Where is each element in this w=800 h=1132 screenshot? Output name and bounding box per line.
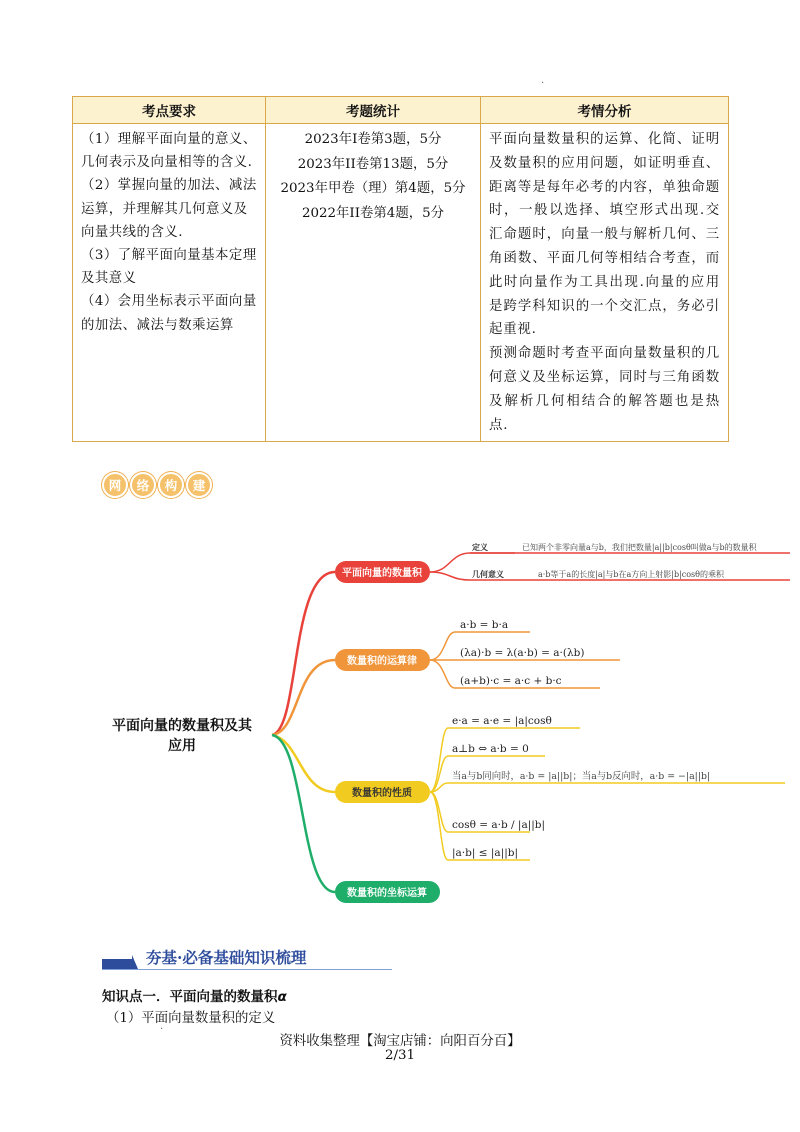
geometric-meaning-text: a·b等于a的长度|a|与b在a方向上射影|b|cosθ的乘积: [538, 570, 724, 579]
requirements-cell: [73, 124, 266, 442]
statistic-item: 2023年甲卷（理）第4题，5分: [280, 181, 466, 197]
section-bar-block: [102, 959, 132, 969]
header-analysis: 考情分析: [481, 97, 729, 124]
dot-mark: ·: [160, 1024, 164, 1035]
law-commutative: a·b = b·a: [460, 619, 509, 631]
law-distributive: (a+b)·c = a·c + b·c: [460, 675, 562, 687]
property-inequality: |a·b| ≤ |a||b|: [452, 847, 518, 859]
dot-mark: ·: [541, 78, 545, 89]
requirement-item: （1）理解平面向量的意义、几何表示及向量相等的含义.: [81, 132, 257, 171]
section-bar-triangle: [132, 955, 138, 969]
header-statistics: 考题统计: [266, 97, 481, 124]
law-scalar: (λa)·b = λ(a·b) = a·(λb): [460, 647, 585, 659]
section-title: 夯基·必备基础知识梳理: [146, 948, 307, 967]
mindmap-center-line2: 应用: [168, 738, 196, 754]
definition-tag: 定义: [472, 543, 488, 552]
property-unit: e·a = a·e = |a|cosθ: [452, 715, 552, 727]
property-direction: 当a与b同向时，a·b = |a||b|；当a与b反向时，a·b = −|a||b|: [452, 771, 711, 782]
header-requirements: 考点要求: [73, 97, 266, 124]
geometric-meaning-tag: 几何意义: [472, 570, 504, 579]
node-coordinates-label: 数量积的坐标运算: [347, 888, 427, 899]
statistic-item: 2023年II卷第13题，5分: [297, 156, 449, 172]
badge-char: 构: [158, 472, 184, 498]
section-header: [102, 947, 392, 970]
node-properties-label: 数量积的性质: [352, 788, 412, 799]
mindmap-center-line1: 平面向量的数量积及其: [112, 718, 252, 734]
badge-char: 络: [130, 472, 156, 498]
node-dot-product-label: 平面向量的数量积: [342, 568, 422, 579]
page-number: 2/31: [384, 1048, 416, 1063]
requirement-item: （2）掌握向量的加法、减法运算，并理解其几何意义及向量共线的含义.: [81, 178, 257, 240]
property-perpendicular: a⊥b ⇔ a·b = 0: [452, 743, 529, 755]
mindmap: [0, 520, 800, 920]
definition-text: 已知两个非零向量a与b，我们把数量|a||b|cosθ叫做a与b的数量积: [522, 543, 757, 552]
analysis-paragraph: 预测命题时考查平面向量数量积的几何意义及坐标运算，同时与三角函数及解析几何相结合的解答题也是热点.: [489, 346, 720, 433]
statistics-cell: [266, 124, 481, 442]
statistic-item: 2023年I卷第3题，5分: [304, 132, 442, 147]
badge-char: 网: [102, 472, 128, 498]
badge-char: 建: [186, 472, 212, 498]
footer-text: 资料收集整理【淘宝店铺：向阳百分百】: [279, 1034, 521, 1049]
requirement-item: （4）会用坐标表示平面向量的加法、减法与数乘运算: [81, 294, 257, 333]
knowledge-point-title: [102, 985, 287, 1005]
anchor-mark: α: [277, 989, 287, 1005]
statistic-item: 2022年II卷第4题，5分: [301, 205, 445, 221]
analysis-cell: [481, 124, 729, 442]
exam-table: [72, 96, 729, 442]
property-cosine: cosθ = a·b / |a||b|: [452, 819, 546, 831]
requirement-item: （3）了解平面向量基本定理及其意义: [81, 248, 257, 287]
node-operation-laws-label: 数量积的运算律: [347, 656, 417, 667]
analysis-paragraph: 平面向量数量积的运算、化简、证明及数量积的应用问题，如证明垂直、距离等是每年必考的内容，单独命题时，一般以选择、填空形式出现.交汇命题时，向量一般与解析几何、三角函数、平面几何等相结合考查，而此时向量作为工具出现.向量的应用是跨学科知识的一个交汇点，务必引起重视.: [489, 132, 720, 338]
knowledge-point-text: 知识点一．平面向量的数量积: [102, 989, 278, 1005]
network-badge: [102, 472, 212, 500]
knowledge-subtitle: （1）平面向量数量积的定义: [106, 1011, 276, 1026]
